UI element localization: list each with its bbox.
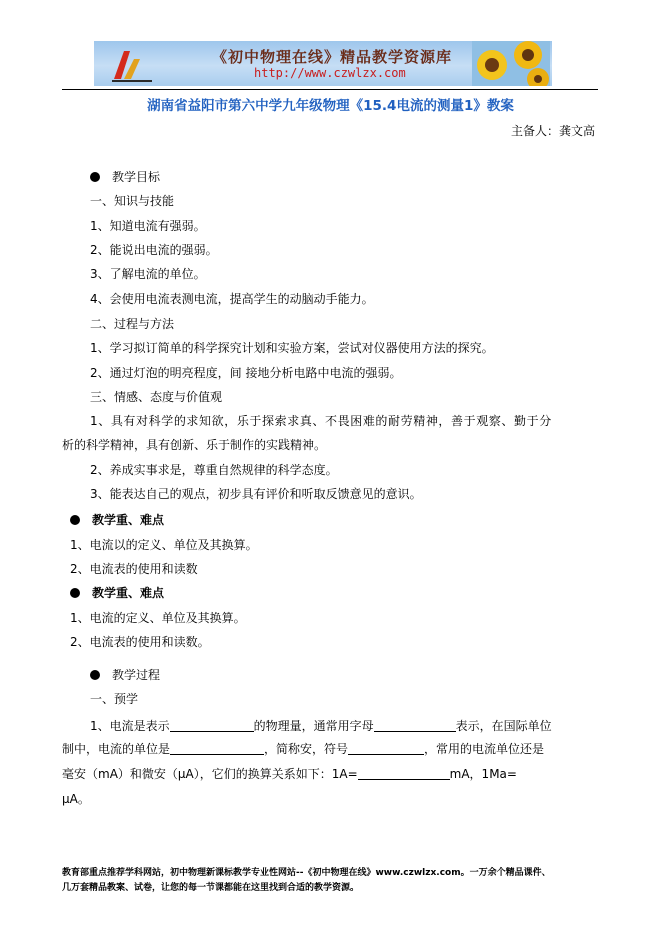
header-banner: [94, 41, 552, 86]
heading-text: 教学目标: [112, 170, 161, 184]
list-item: 1、电流以的定义、单位及其换算。: [70, 538, 258, 552]
site-logo: [110, 45, 154, 83]
question-text: 毫安（mA）和微安（μA），它们的换算关系如下：1A=: [62, 767, 358, 781]
list-item: 2、电流表的使用和读数。: [70, 635, 210, 649]
answer-blank[interactable]: [348, 741, 424, 755]
list-item-continuation: 析的科学精神，具有创新、乐于制作的实践精神。: [62, 438, 327, 452]
section-heading-objectives: [90, 169, 160, 185]
question-text: 制中，电流的单位是: [62, 742, 171, 756]
question-line: [90, 718, 552, 734]
document-title: 湖南省益阳市第六中学九年级物理《15.4电流的测量1》教案: [147, 98, 514, 114]
subheading: 一、预学: [90, 692, 139, 706]
header-divider: [62, 89, 598, 90]
bullet-icon: [70, 588, 80, 598]
answer-blank[interactable]: [170, 741, 264, 755]
list-item: 1、知道电流有强弱。: [90, 219, 206, 233]
author-line: 主备人：龚文高: [510, 124, 595, 138]
question-text: 1、电流是表示: [90, 719, 170, 733]
list-item: 1、电流的定义、单位及其换算。: [70, 611, 246, 625]
bullet-icon: [90, 172, 100, 182]
section-heading-process: [90, 667, 160, 683]
list-item: 4、会使用电流表测电流，提高学生的动脑动手能力。: [90, 292, 374, 306]
sunflower-image: [472, 41, 550, 86]
answer-blank[interactable]: [374, 718, 456, 732]
question-text: 的物理量，通常用字母: [253, 719, 374, 733]
list-item: 2、电流表的使用和读数: [70, 562, 198, 576]
list-item: 1、学习拟订简单的科学探究计划和实验方案，尝试对仪器使用方法的探究。: [90, 341, 494, 355]
heading-text: 教学重、难点: [92, 513, 165, 527]
list-item: 2、能说出电流的强弱。: [90, 243, 218, 257]
section-heading-keypoints: [70, 512, 164, 528]
bullet-icon: [90, 670, 100, 680]
question-line: [62, 741, 544, 757]
heading-text: 教学过程: [112, 668, 161, 682]
answer-blank[interactable]: [358, 766, 450, 780]
page-footer: [62, 866, 602, 896]
list-item: 2、养成实事求是，尊重自然规律的科学态度。: [90, 463, 338, 477]
question-line: [62, 766, 517, 782]
list-item: 2、通过灯泡的明亮程度，间 接地分析电路中电流的强弱。: [90, 366, 402, 380]
subheading: 二、过程与方法: [90, 317, 175, 331]
question-text: ，常用的电流单位还是: [424, 742, 545, 756]
question-line: μA。: [62, 792, 90, 806]
subheading: 三、情感、态度与价值观: [90, 390, 223, 404]
heading-text: 教学重、难点: [92, 586, 165, 600]
footer-line: 几万套精品教案、试卷，让您的每一节课都能在这里找到合适的教学资源。: [62, 883, 360, 893]
section-heading-keypoints: [70, 585, 164, 601]
list-item: 1、具有对科学的求知欲，乐于探索求真、不畏困难的耐劳精神，善于观察、勤于分: [90, 414, 552, 428]
question-text: mA，1Ma=: [449, 767, 517, 781]
list-item: 3、能表达自己的观点，初步具有评价和听取反馈意见的意识。: [90, 487, 422, 501]
question-text: 表示，在国际单位: [455, 719, 552, 733]
banner-url[interactable]: http://www.czwlzx.com: [254, 66, 406, 80]
banner-title: 《初中物理在线》精品教学资源库: [212, 48, 453, 66]
subheading: 一、知识与技能: [90, 194, 175, 208]
bullet-icon: [70, 515, 80, 525]
footer-line: 教育部重点推荐学科网站，初中物理新课标教学专业性网站--《初中物理在线》www.czwlzx.com。一万余个精品课件、: [62, 868, 551, 878]
question-text: ，简称安，符号: [264, 742, 349, 756]
answer-blank[interactable]: [170, 718, 254, 732]
list-item: 3、了解电流的单位。: [90, 267, 206, 281]
